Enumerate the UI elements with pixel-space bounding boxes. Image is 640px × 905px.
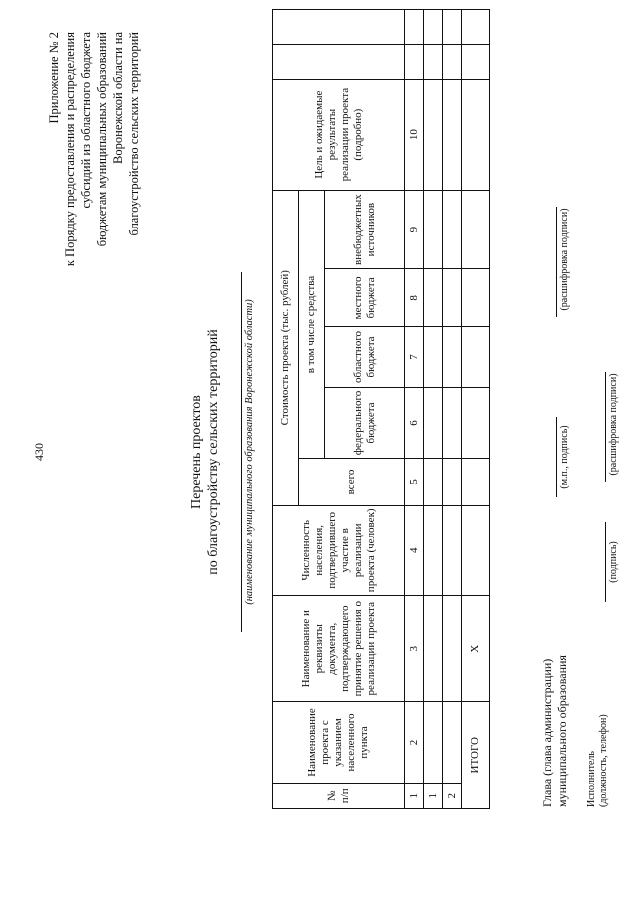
head-signature-block	[540, 655, 570, 807]
header-regional: областного бюджета	[325, 327, 405, 387]
row-number: 2	[443, 783, 462, 808]
empty-cell	[443, 10, 462, 45]
empty-cell	[443, 327, 462, 387]
empty-cell	[424, 79, 443, 190]
empty-cell	[443, 387, 462, 459]
header-local: местного бюджета	[325, 269, 405, 327]
empty-cell	[443, 702, 462, 783]
executor-signature-line	[605, 522, 606, 602]
appendix-line: к Порядку предоставления и распределения	[63, 32, 77, 267]
appendix-title: Приложение № 2	[47, 32, 61, 124]
executor-decode-caption: (расшифровка подписи)	[608, 373, 619, 476]
head-decode-caption: (расшифровка подписи)	[559, 208, 570, 311]
empty-cell	[424, 459, 443, 505]
header-federal: федерального бюджета	[325, 387, 405, 459]
empty-cell	[424, 44, 443, 79]
row-number: 1	[424, 783, 443, 808]
empty-cell	[443, 190, 462, 269]
empty-cell	[462, 10, 490, 45]
head-title-line: Глава (глава администрации)	[540, 658, 554, 807]
head-signature-caption: (м.п., подпись)	[559, 425, 570, 489]
column-number: 9	[405, 190, 424, 269]
empty-cell	[424, 10, 443, 45]
head-decode-line	[556, 207, 557, 317]
empty-cell	[462, 269, 490, 327]
empty-cell	[424, 327, 443, 387]
page-number: 430	[32, 443, 46, 461]
empty-cell	[443, 595, 462, 702]
rotated-page	[10, 12, 630, 892]
header-including: в том числе средства	[299, 190, 325, 459]
header-total: всего	[299, 459, 405, 505]
header-document: Наименование и реквизиты документа, подтверждающего принятие решения о реализации проекта	[273, 595, 405, 702]
empty-cell	[462, 44, 490, 79]
empty-cell	[462, 79, 490, 190]
column-number: 3	[405, 595, 424, 702]
projects-table	[272, 9, 490, 809]
executor-decode-line	[605, 372, 606, 482]
empty-cell	[424, 702, 443, 783]
empty-cell	[424, 387, 443, 459]
header-population: Численность населения, подтвердившего участие в реализации проекта (человек)	[273, 505, 405, 595]
empty-cell	[424, 269, 443, 327]
column-number: 8	[405, 269, 424, 327]
total-row	[462, 10, 490, 809]
appendix-line: субсидий из областного бюджета	[79, 32, 93, 209]
header-goal: Цель и ожидаемые результаты реализации проекта (подробно)	[273, 79, 405, 190]
document-title-line: Перечень проектов	[189, 395, 204, 509]
empty-cell	[443, 44, 462, 79]
table-row	[424, 10, 443, 809]
municipality-caption: (наименование муниципального образования Воронежской области)	[244, 299, 255, 605]
column-number: 6	[405, 387, 424, 459]
empty-cell	[405, 44, 424, 79]
document-title-line: по благоустройству сельских территорий	[206, 329, 221, 575]
empty-cell	[443, 459, 462, 505]
column-number: 5	[405, 459, 424, 505]
empty-cell	[462, 327, 490, 387]
empty-cell	[424, 190, 443, 269]
empty-cell	[462, 387, 490, 459]
empty-cell	[462, 505, 490, 595]
empty-cell	[443, 79, 462, 190]
executor-label: Исполнитель	[586, 751, 597, 807]
empty-cell	[462, 190, 490, 269]
empty-cell	[462, 459, 490, 505]
appendix-header	[46, 32, 142, 266]
head-title-line: муниципального образования	[555, 655, 569, 807]
executor-block	[586, 714, 610, 807]
header-extrabudget: внебюджетных источников	[325, 190, 405, 269]
column-number: 1	[405, 783, 424, 808]
document-title	[188, 12, 222, 892]
executor-signature-caption: (подпись)	[608, 541, 619, 583]
appendix-line: Воронежской области на	[111, 32, 125, 164]
header-cost: Стоимость проекта (тыс. рублей)	[273, 190, 299, 505]
empty-cell	[273, 44, 405, 79]
column-number: 7	[405, 327, 424, 387]
appendix-line: бюджетам муниципальных образований	[95, 32, 109, 247]
column-number: 4	[405, 505, 424, 595]
empty-cell	[443, 269, 462, 327]
appendix-line: благоустройство сельских территорий	[127, 32, 141, 236]
empty-cell	[424, 505, 443, 595]
executor-position: (должность, телефон)	[598, 714, 609, 807]
empty-cell	[405, 10, 424, 45]
column-number: 10	[405, 79, 424, 190]
empty-cell	[273, 10, 405, 45]
empty-cell	[443, 505, 462, 595]
municipality-blank-line	[241, 272, 242, 632]
head-signature-line	[556, 417, 557, 497]
header-project-name: Наименование проекта с указанием населенного пункта	[273, 702, 405, 783]
table-row	[443, 10, 462, 809]
column-number-row	[405, 10, 424, 809]
header-num: № п/п	[273, 783, 405, 808]
total-label: ИТОГО	[462, 702, 490, 809]
empty-cell	[424, 595, 443, 702]
total-document-mark: Х	[462, 595, 490, 702]
column-number: 2	[405, 702, 424, 783]
